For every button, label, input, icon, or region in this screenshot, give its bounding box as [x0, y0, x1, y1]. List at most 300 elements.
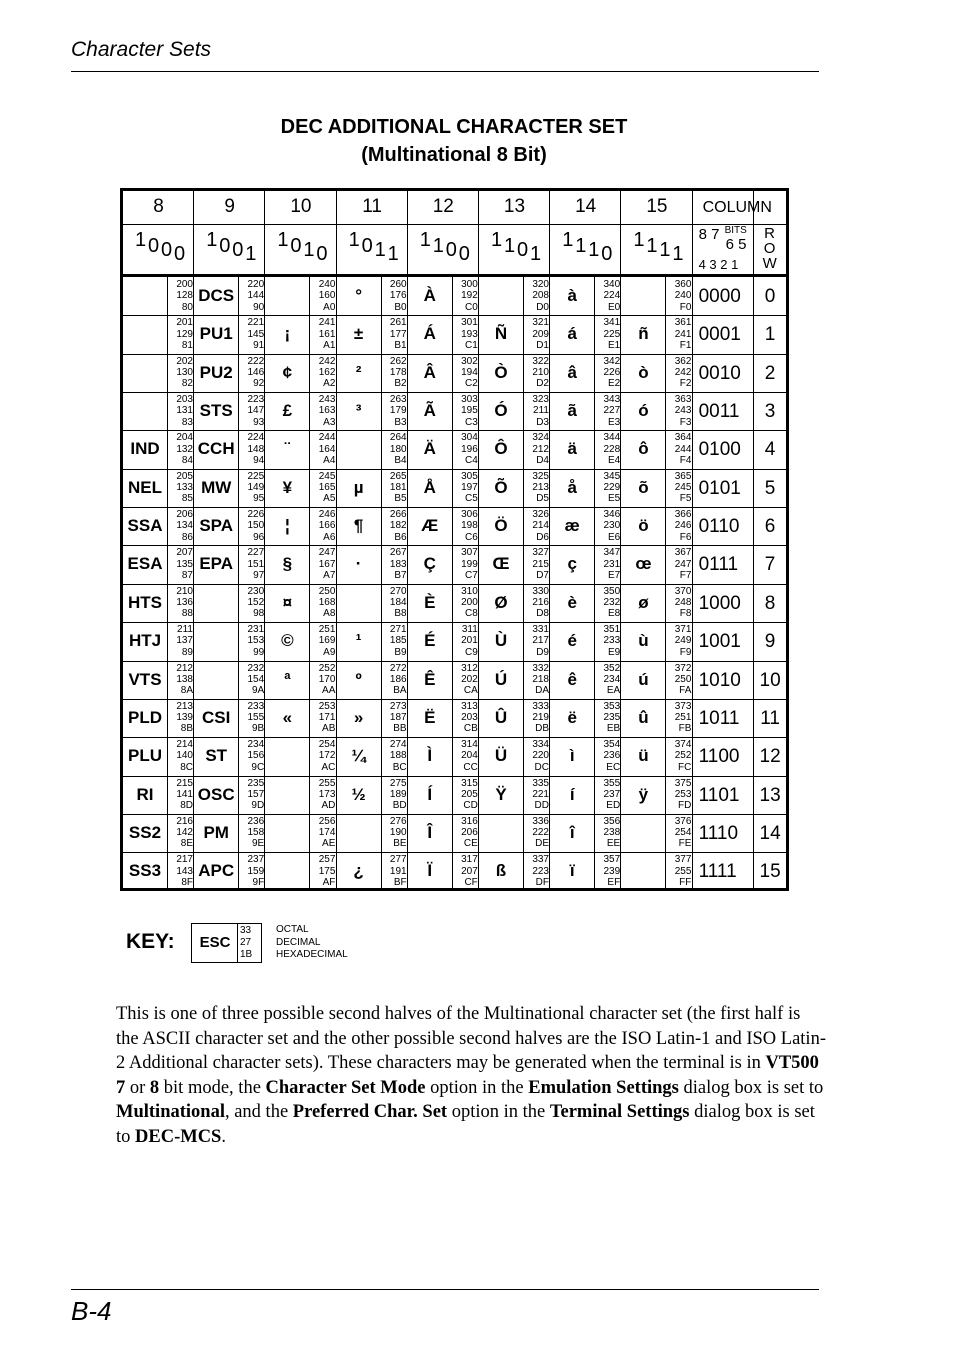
bit-digit: 1	[672, 243, 684, 265]
char-codes: 307 199 C7	[461, 547, 478, 582]
para-bold: Character Set Mode	[265, 1077, 426, 1098]
char-codes: 255 173 AD	[318, 777, 336, 812]
bit-digit: 1	[432, 235, 444, 257]
char-codes: 217 143 8F	[176, 854, 193, 888]
char-glyph: ¥	[282, 477, 293, 497]
char-codes: 326 214 D6	[532, 509, 549, 543]
char-codes: 367 247 F7	[674, 547, 692, 582]
column-bits	[206, 230, 266, 270]
char-codes: 222 146 92	[247, 355, 265, 390]
char-glyph: ñ	[638, 324, 649, 344]
row-line	[123, 699, 786, 700]
char-glyph: ç	[567, 554, 577, 574]
para-text: dialog box is set to	[678, 1077, 824, 1098]
char-codes: 243 163 A3	[318, 394, 336, 428]
char-glyph: NEL	[128, 477, 162, 497]
char-codes: 353 235 EB	[603, 700, 621, 735]
column-bits	[562, 230, 622, 270]
legend-decimal: DECIMAL	[276, 936, 321, 948]
para-text: option in the	[447, 1102, 550, 1123]
char-codes: 260 176 B0	[389, 279, 407, 313]
para-text: This is one of three possible second halves of the Multinational character set (the first half is the ASCII character set and the other possible second halves are the ISO Latin-1 and ISO Latin-2 Additional character sets). These characters may be generated when the terminal is in	[116, 1004, 826, 1074]
char-codes: 375 253 FD	[674, 777, 692, 812]
column-number: 13	[503, 196, 526, 217]
row-number: 15	[759, 861, 781, 883]
char-codes: 320 208 D0	[532, 279, 549, 313]
char-glyph: ½	[351, 784, 366, 804]
char-codes: 215 141 8D	[176, 777, 193, 812]
row-line	[123, 814, 786, 815]
char-glyph: ª	[284, 669, 291, 689]
char-glyph: ·	[355, 554, 362, 574]
char-glyph: ó	[638, 401, 649, 421]
char-codes: 313 203 CB	[461, 700, 478, 735]
row-bits: 0101	[698, 477, 741, 499]
char-glyph: »	[353, 707, 364, 727]
char-glyph: PLU	[128, 746, 162, 766]
char-codes: 350 232 E8	[603, 585, 621, 620]
column-number: 11	[362, 196, 382, 217]
row-line	[123, 661, 786, 662]
row-bits: 1000	[698, 592, 741, 614]
description-paragraph	[116, 1002, 826, 1150]
row-number: 0	[764, 286, 776, 307]
char-codes: 331 217 D9	[532, 624, 549, 658]
char-codes: 245 165 A5	[318, 470, 336, 505]
legend-octal: OCTAL	[276, 924, 309, 935]
char-glyph: é	[567, 631, 577, 651]
char-codes: 360 240 F0	[674, 279, 692, 313]
char-glyph: µ	[353, 477, 364, 497]
row-number: 6	[764, 516, 776, 538]
char-glyph: ù	[638, 631, 649, 651]
para-text: dialog box is set to	[116, 1102, 815, 1147]
char-codes: 327 215 D7	[532, 547, 549, 582]
char-glyph: ²	[355, 362, 362, 382]
key-example	[191, 923, 262, 963]
char-glyph: Ù	[494, 631, 508, 651]
character-table	[120, 188, 789, 891]
row-line	[123, 315, 786, 316]
para-bold: 8	[149, 1077, 160, 1098]
char-codes: 266 182 B6	[389, 509, 407, 543]
char-glyph: î	[569, 822, 575, 842]
char-codes: 265 181 B5	[389, 470, 407, 505]
bit-digit: 0	[517, 239, 529, 261]
char-codes: 270 184 B8	[389, 585, 407, 620]
char-codes: 305 197 C5	[461, 470, 478, 505]
bit-digit: 1	[206, 229, 218, 251]
bit-digit: 0	[290, 235, 302, 257]
char-codes: 304 196 C4	[461, 432, 478, 466]
char-codes: 366 246 F6	[674, 509, 692, 543]
char-glyph: à	[567, 286, 577, 305]
column-divider	[478, 191, 479, 888]
char-codes: 365 245 F5	[674, 470, 692, 505]
char-glyph: Æ	[421, 516, 439, 536]
char-codes: 346 230 E6	[603, 509, 621, 543]
char-codes: 355 237 ED	[603, 777, 621, 812]
char-codes: 271 185 B9	[389, 624, 407, 658]
column-divider	[620, 191, 621, 888]
row-number: 1	[764, 324, 776, 346]
char-codes: 244 164 A4	[318, 432, 336, 466]
char-codes: 250 168 A8	[318, 585, 336, 620]
column-bits	[135, 230, 195, 270]
char-codes: 257 175 AF	[318, 854, 336, 888]
char-glyph: â	[567, 362, 577, 382]
char-codes: 275 189 BD	[389, 777, 407, 812]
row-bits: 0100	[698, 439, 741, 461]
char-glyph: ô	[638, 439, 649, 459]
char-glyph: PU2	[199, 362, 233, 382]
char-codes: 230 152 98	[247, 585, 265, 620]
row-label: O	[763, 240, 776, 257]
bits-label: BITS	[724, 225, 747, 236]
char-glyph: Î	[427, 822, 433, 842]
char-glyph: È	[424, 592, 436, 612]
footer-rule	[71, 1289, 819, 1290]
row-bits: 0000	[698, 286, 741, 307]
char-glyph: ÿ	[638, 784, 649, 804]
char-codes: 231 153 99	[247, 624, 265, 658]
char-glyph: IND	[130, 439, 160, 459]
column-bits	[633, 230, 693, 270]
char-codes: 212 138 8A	[176, 662, 193, 697]
char-codes: 336 222 DE	[532, 815, 549, 850]
char-glyph: «	[282, 707, 293, 727]
bit-digit: 1	[135, 229, 147, 251]
bit-digit: 1	[245, 243, 257, 265]
column-bits	[277, 230, 337, 270]
row-label: W	[762, 255, 777, 272]
char-glyph: SSA	[127, 516, 163, 536]
char-glyph: ¨	[284, 439, 291, 459]
char-codes: 362 242 F2	[674, 355, 692, 390]
row-bits: 0110	[698, 516, 740, 538]
char-codes: 242 162 A2	[318, 355, 336, 390]
para-text: or	[125, 1077, 150, 1098]
char-glyph: ü	[638, 746, 649, 766]
char-glyph: ¦	[285, 516, 290, 536]
bit-digit: 1	[374, 239, 386, 261]
header-line	[123, 274, 786, 277]
key-char: ESC	[199, 934, 231, 951]
char-codes: 341 225 E1	[603, 317, 621, 351]
row-number: 14	[759, 822, 781, 844]
para-bold: Preferred Char. Set	[292, 1102, 448, 1123]
char-glyph: Ê	[424, 669, 436, 689]
column-divider	[264, 191, 265, 888]
char-codes: 343 227 E3	[603, 394, 621, 428]
char-codes: 322 210 D2	[532, 355, 549, 390]
char-glyph: Ò	[494, 362, 508, 382]
row-number: 2	[764, 362, 776, 384]
char-glyph: Ñ	[494, 324, 508, 344]
key-divider	[237, 924, 238, 962]
row-bits: 1111	[698, 861, 737, 883]
char-glyph: Ì	[427, 746, 433, 766]
char-glyph: õ	[638, 477, 649, 497]
char-glyph: Â	[423, 362, 436, 382]
row-line	[123, 852, 786, 853]
bit-digit: 1	[562, 229, 574, 251]
char-codes: 301 193 C1	[461, 317, 478, 351]
char-codes: 261 177 B1	[389, 317, 407, 351]
char-codes: 205 133 85	[176, 470, 193, 505]
para-text: .	[221, 1126, 226, 1147]
char-codes: 276 190 BE	[389, 815, 407, 850]
char-glyph: MW	[201, 477, 232, 497]
char-glyph: ¢	[282, 362, 293, 382]
row-number: 8	[764, 592, 776, 614]
para-bold: VT500 7	[116, 1053, 819, 1098]
char-codes: 311 201 C9	[461, 624, 478, 658]
char-codes: 332 218 DA	[532, 662, 549, 697]
row-line	[123, 507, 786, 508]
row-line	[123, 776, 786, 777]
char-glyph: PU1	[199, 324, 233, 344]
char-glyph: Ë	[424, 707, 436, 727]
bit-digit: 1	[575, 235, 587, 257]
row-bits: 1010	[698, 669, 741, 691]
column-bits	[349, 230, 409, 270]
bit-digit: 1	[530, 243, 542, 265]
char-glyph: Œ	[492, 554, 510, 574]
column-bits	[420, 230, 480, 270]
para-text: option in the	[425, 1077, 529, 1098]
char-codes: 371 249 F9	[674, 624, 692, 658]
char-codes: 373 251 FB	[674, 700, 692, 735]
char-codes: 211 137 89	[176, 624, 193, 658]
char-codes: 207 135 87	[176, 547, 193, 582]
char-codes: 344 228 E4	[603, 432, 621, 466]
char-codes: 321 209 D1	[532, 317, 549, 351]
char-glyph: PLD	[128, 707, 162, 727]
row-line	[123, 354, 786, 355]
char-codes: 314 204 CC	[461, 739, 478, 773]
char-glyph: ê	[567, 669, 577, 689]
char-glyph: ï	[569, 861, 575, 881]
char-codes: 234 156 9C	[247, 739, 265, 773]
char-glyph: ã	[567, 401, 577, 421]
char-codes: 237 159 9F	[247, 854, 265, 888]
char-glyph: Ã	[423, 401, 436, 421]
row-bits: 1001	[698, 631, 741, 653]
char-glyph: CCH	[197, 439, 235, 459]
row-line	[123, 737, 786, 738]
char-codes: 262 178 B2	[389, 355, 407, 390]
table-title: DEC ADDITIONAL CHARACTER SET	[280, 116, 628, 138]
char-glyph: ©	[281, 631, 294, 651]
row-number: 3	[764, 401, 776, 423]
char-codes: 364 244 F4	[674, 432, 692, 466]
char-codes: 232 154 9A	[247, 662, 265, 697]
char-codes: 357 239 EF	[603, 854, 621, 888]
char-glyph: Ø	[494, 592, 508, 612]
char-codes: 374 252 FC	[674, 739, 692, 773]
char-codes: 263 179 B3	[389, 394, 407, 428]
char-codes: 225 149 95	[247, 470, 265, 505]
char-glyph: SS3	[128, 861, 162, 881]
char-codes: 267 183 B7	[389, 547, 407, 582]
char-glyph: ú	[638, 669, 649, 689]
char-glyph: EPA	[199, 554, 234, 574]
column-number: 12	[432, 196, 454, 217]
char-codes: 264 180 B4	[389, 432, 407, 466]
char-codes: 221 145 91	[247, 317, 265, 351]
char-codes: 351 233 E9	[603, 624, 621, 658]
key-legend	[276, 924, 348, 962]
char-glyph: ³	[355, 401, 362, 421]
char-glyph: Õ	[494, 477, 508, 497]
row-line	[123, 430, 786, 431]
bit-digit: 1	[588, 239, 600, 261]
char-glyph: SS2	[128, 822, 162, 842]
bit-digit: 0	[316, 243, 328, 265]
char-codes: 210 136 88	[176, 585, 193, 620]
char-glyph: ä	[567, 439, 577, 459]
char-glyph: è	[567, 592, 577, 612]
char-codes: 273 187 BB	[389, 700, 407, 735]
row-bits: 0010	[698, 362, 741, 384]
char-codes: 316 206 CE	[461, 815, 478, 850]
char-glyph: ö	[638, 516, 649, 536]
char-glyph: ¶	[353, 516, 364, 536]
bit-digit: 1	[387, 243, 399, 265]
char-glyph: DCS	[198, 286, 235, 305]
char-glyph: HTS	[128, 592, 162, 612]
para-text: , and the	[224, 1102, 293, 1123]
bits-top: 8 7	[698, 226, 720, 243]
column-bits	[491, 230, 551, 270]
char-glyph: ß	[495, 861, 507, 881]
char-codes: 312 202 CA	[461, 662, 478, 697]
char-codes: 214 140 8C	[176, 739, 193, 773]
column-label: COLUMN	[702, 199, 772, 216]
key-hex: 1B	[240, 949, 253, 960]
column-divider	[692, 191, 693, 888]
char-codes: 317 207 CF	[461, 854, 478, 888]
char-codes: 246 166 A6	[318, 509, 336, 543]
char-codes: 240 160 A0	[318, 279, 336, 313]
char-codes: 334 220 DC	[532, 739, 549, 773]
row-line	[123, 584, 786, 585]
char-glyph: Ú	[494, 669, 508, 689]
para-text: bit mode, the	[159, 1077, 266, 1098]
char-codes: 323 211 D3	[532, 394, 549, 428]
char-codes: 361 241 F1	[674, 317, 692, 351]
key-decimal: 27	[240, 937, 252, 948]
legend-hex: HEXADECIMAL	[276, 949, 348, 960]
char-codes: 200 128 80	[176, 279, 193, 313]
char-glyph: Ï	[427, 861, 433, 881]
row-line	[123, 392, 786, 393]
char-codes: 335 221 DD	[532, 777, 549, 812]
bit-digit: 0	[361, 235, 373, 257]
para-bold: DEC-MCS	[135, 1126, 222, 1147]
char-codes: 352 234 EA	[603, 662, 621, 697]
char-codes: 324 212 D4	[532, 432, 549, 466]
row-bits: 0111	[698, 554, 739, 576]
char-glyph: À	[423, 286, 436, 305]
bit-digit: 0	[601, 243, 613, 265]
char-codes: 277 191 BF	[389, 854, 407, 888]
char-glyph: RI	[136, 784, 154, 804]
char-codes: 274 188 BC	[389, 739, 407, 773]
key-octal: 33	[240, 925, 252, 936]
char-glyph: §	[282, 554, 293, 574]
char-glyph: HTJ	[128, 631, 162, 651]
key-label: KEY:	[126, 930, 175, 953]
char-codes: 356 238 EE	[603, 815, 621, 850]
char-codes: 345 229 E5	[603, 470, 621, 505]
header-rule	[71, 71, 819, 72]
column-number: 15	[646, 196, 668, 217]
char-codes: 235 157 9D	[247, 777, 265, 812]
row-bits: 1100	[698, 746, 740, 768]
char-codes: 363 243 F3	[674, 394, 692, 428]
char-glyph: SPA	[199, 516, 234, 536]
char-codes: 220 144 90	[247, 279, 265, 313]
char-codes: 354 236 EC	[603, 739, 621, 773]
char-codes: 226 150 96	[247, 509, 265, 543]
char-codes: 370 248 F8	[674, 585, 692, 620]
char-glyph: å	[567, 477, 577, 497]
char-codes: 254 172 AC	[318, 739, 336, 773]
row-number: 11	[760, 707, 780, 729]
row-number: 9	[764, 631, 776, 653]
column-number: 8	[153, 196, 164, 217]
char-glyph: VTS	[128, 669, 162, 689]
header-line	[123, 224, 786, 225]
char-codes: 303 195 C3	[461, 394, 478, 428]
char-codes: 315 205 CD	[461, 777, 478, 812]
char-codes: 256 174 AE	[318, 815, 336, 850]
char-glyph: æ	[564, 516, 580, 536]
char-codes: 347 231 E7	[603, 547, 621, 582]
row-label: R	[764, 225, 776, 242]
row-number: 7	[764, 554, 776, 576]
char-codes: 227 151 97	[247, 547, 265, 582]
char-codes: 252 170 AA	[318, 662, 336, 697]
bit-digit: 0	[458, 243, 470, 265]
char-glyph: Ô	[494, 439, 508, 459]
key-codes	[240, 925, 252, 961]
char-glyph: ì	[569, 746, 575, 766]
char-codes: 253 171 AB	[318, 700, 336, 735]
char-glyph: Ó	[494, 401, 508, 421]
char-codes: 203 131 83	[176, 394, 193, 428]
bit-digit: 1	[633, 229, 645, 251]
row-bits: 1101	[698, 784, 740, 806]
char-glyph: STS	[199, 401, 233, 421]
char-codes: 377 255 FF	[674, 854, 692, 888]
char-codes: 302 194 C2	[461, 355, 478, 390]
char-codes: 202 130 82	[176, 355, 193, 390]
char-codes: 223 147 93	[247, 394, 265, 428]
char-codes: 247 167 A7	[318, 547, 336, 582]
bit-digit: 1	[303, 239, 315, 261]
char-codes: 224 148 94	[247, 432, 265, 466]
char-glyph: û	[638, 707, 649, 727]
char-codes: 310 200 C8	[461, 585, 478, 620]
char-glyph: œ	[635, 554, 652, 574]
bit-digit: 0	[161, 239, 173, 261]
row-number: 10	[759, 669, 781, 691]
char-codes: 206 134 86	[176, 509, 193, 543]
section-header: Character Sets	[71, 38, 212, 61]
